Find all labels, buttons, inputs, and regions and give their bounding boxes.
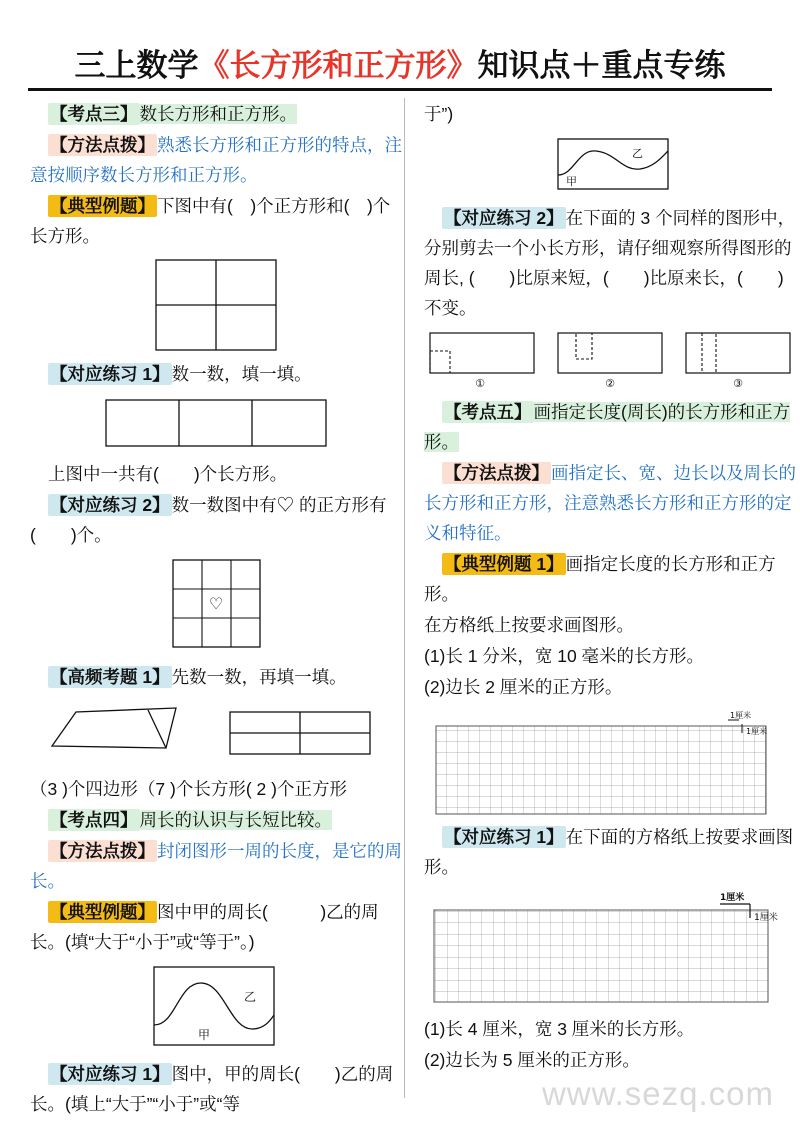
dianxing2-tag: 【典型例题】 <box>50 902 155 922</box>
right-lianxi2-line <box>424 203 796 323</box>
svg-text:③: ③ <box>733 377 743 390</box>
gaopin-answer: （3 )个四边形（7 )个长方形( 2 )个正方形 <box>30 779 347 799</box>
lianxi4-text: 在下面的方格纸上按要求画图形。 <box>424 827 794 877</box>
svg-text:1厘米: 1厘米 <box>746 727 768 736</box>
lianxi1-question: 上图中一共有( )个长方形。 <box>48 464 288 484</box>
figure-jia-yi-curve-right <box>424 135 796 197</box>
fangfa2-line <box>30 836 402 896</box>
dianxing3-tag: 【典型例题 1】 <box>444 554 564 574</box>
page-title <box>0 40 800 85</box>
kaodian3-tag: 【考点三】 <box>50 104 138 124</box>
kaodian5-tag: 【考点五】 <box>444 402 532 422</box>
gaopin-tag: 【高频考题 1】 <box>50 667 170 687</box>
fangfa3-tag: 【方法点拨】 <box>444 463 549 483</box>
lianxi3-text: 图中，甲的周长( )乙的周长。(填上“大于”“小于”或“等 <box>30 1064 394 1114</box>
lianxi4-line <box>424 822 796 882</box>
title-part3: 知识点＋重点专练 <box>477 48 726 83</box>
lianxi1-text: 数一数，填一填。 <box>171 364 312 384</box>
fangfa3-line <box>424 458 796 548</box>
lianxi1-line <box>30 359 402 389</box>
figure-grid-paper-1 <box>424 708 796 816</box>
lianxi2-text: 数一数图中有♡ 的正方形有( )个。 <box>30 495 387 545</box>
left-column <box>30 98 402 1120</box>
fangfa1-text: 熟悉长方形和正方形的特点，注意按顺序数长方形和正方形。 <box>30 135 402 185</box>
lianxi4-q2: (2)边长为 5 厘米的正方形。 <box>424 1050 640 1070</box>
dianxing1-text: 下图中有( )个正方形和( )个长方形。 <box>30 196 391 246</box>
dianxing3-line <box>424 549 796 609</box>
svg-text:甲: 甲 <box>566 175 577 188</box>
title-part1: 三上数学 <box>74 48 199 83</box>
svg-text:①: ① <box>475 377 485 390</box>
kaodian4-tag: 【考点四】 <box>50 810 138 830</box>
lianxi4-tag: 【对应练习 1】 <box>444 827 564 847</box>
dianxing3-text: 画指定长度的长方形和正方形。 <box>424 554 776 604</box>
figure-jia-yi-curve-left <box>30 963 402 1053</box>
figure-quad-and-rect <box>30 698 402 768</box>
figure-grid-paper-2 <box>424 888 796 1008</box>
kaodian3-line <box>30 99 402 129</box>
fangfa2-tag: 【方法点拨】 <box>50 841 155 861</box>
right-lianxi2-tag: 【对应练习 2】 <box>444 208 564 228</box>
kaodian4-line <box>30 805 402 835</box>
svg-text:②: ② <box>605 377 615 390</box>
gaopin-line <box>30 662 402 692</box>
svg-text:乙: 乙 <box>632 147 643 160</box>
dianxing1-tag: 【典型例题】 <box>50 196 155 216</box>
figure-three-cut-rects <box>424 329 796 391</box>
kaodian3-text: 数长方形和正方形。 <box>139 104 297 124</box>
lianxi3-tag: 【对应练习 1】 <box>50 1064 170 1084</box>
figure-grid3x3-heart <box>30 556 402 656</box>
figure-rect-3cells <box>30 395 402 453</box>
kaodian5-line <box>424 397 796 457</box>
lianxi2-tag: 【对应练习 2】 <box>50 495 170 515</box>
svg-text:1厘米: 1厘米 <box>730 711 752 720</box>
dianxing2-line <box>30 897 402 957</box>
kaodian5-text: 画指定长度(周长)的长方形和正方形。 <box>424 402 791 452</box>
dianxing3-q2: (2)边长 2 厘米的正方形。 <box>424 677 623 697</box>
kaodian4-text: 周长的认识与长短比较。 <box>139 810 332 830</box>
svg-text:♡: ♡ <box>208 594 224 613</box>
cont-text: 于”) <box>424 104 454 124</box>
svg-text:乙: 乙 <box>244 990 257 1004</box>
dianxing1-line <box>30 191 402 251</box>
title-divider <box>28 88 772 91</box>
gaopin-text: 先数一数，再填一填。 <box>171 667 347 687</box>
right-column <box>424 98 796 1076</box>
lianxi1-tag: 【对应练习 1】 <box>50 364 170 384</box>
figure-square-4cells <box>30 257 402 353</box>
lianxi2-line <box>30 490 402 550</box>
dianxing3-q1: (1)长 1 分米，宽 10 毫米的长方形。 <box>424 646 705 666</box>
svg-text:1厘米: 1厘米 <box>754 913 778 923</box>
fangfa2-text: 封闭图形一周的长度，是它的周长。 <box>30 841 402 891</box>
svg-text:1厘米: 1厘米 <box>720 893 745 903</box>
fangfa1-line <box>30 130 402 190</box>
fangfa1-tag: 【方法点拨】 <box>50 135 155 155</box>
dianxing2-text: 图中甲的周长( )乙的周长。(填“大于“小于”或“等于”。) <box>30 902 379 952</box>
fangfa3-text: 画指定长、宽、边长以及周长的长方形和正方形，注意熟悉长方形和正方形的定义和特征。 <box>424 463 796 543</box>
lianxi4-q1: (1)长 4 厘米，宽 3 厘米的长方形。 <box>424 1019 695 1039</box>
title-part2: 《长方形和正方形》 <box>198 48 478 83</box>
dianxing3-sub: 在方格纸上按要求画图形。 <box>424 615 634 635</box>
watermark: www.sezq.com <box>541 1075 774 1112</box>
column-divider <box>404 98 405 1098</box>
lianxi3-line <box>30 1059 402 1119</box>
svg-text:甲: 甲 <box>198 1028 211 1042</box>
right-lianxi2-text: 在下面的 3 个同样的图形中，分别剪去一个小长方形，请仔细观察所得图形的周长, ( )比原来短，( )比原来长，( )不变。 <box>424 208 796 318</box>
